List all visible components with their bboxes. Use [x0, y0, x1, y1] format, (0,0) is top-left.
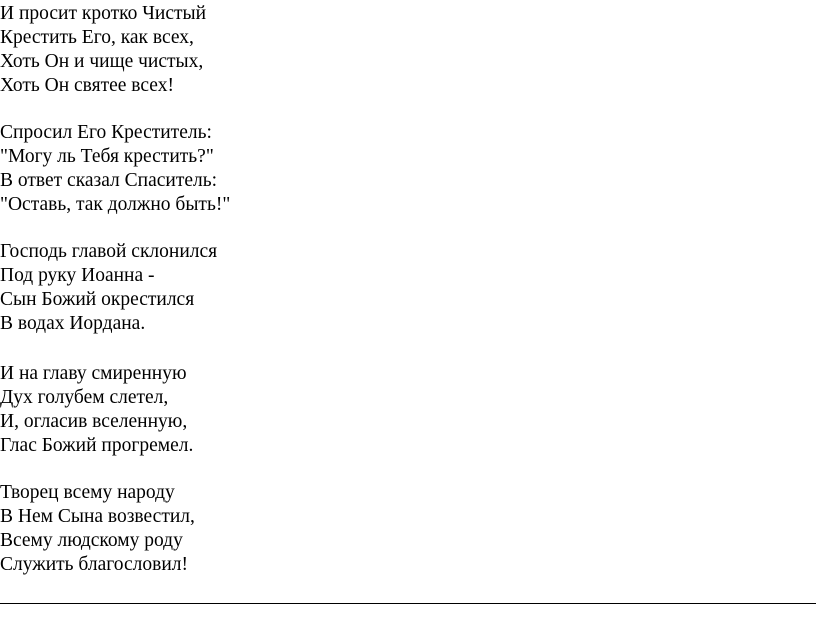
stanza-3: [0, 240, 217, 336]
poem-line: В Нем Сына возвестил,: [0, 506, 195, 527]
poem-line: И, огласив вселенную,: [0, 411, 188, 432]
poem-line: В водах Иордана.: [0, 313, 146, 334]
poem-line: Глас Божий прогремел.: [0, 435, 194, 456]
poem-line: Дух голубем слетел,: [0, 387, 169, 408]
poem-line: Сын Божий окрестился: [0, 289, 195, 310]
poem-line: Спросил Его Креститель:: [0, 122, 212, 143]
stanza-2: [0, 121, 230, 217]
stanza-5: [0, 481, 195, 577]
poem-line: Крестить Его, как всех,: [0, 27, 194, 48]
poem-line: И просит кротко Чистый: [0, 3, 207, 24]
poem-line: Хоть Он святее всех!: [0, 75, 174, 96]
poem-line: "Могу ль Тебя крестить?": [0, 146, 214, 167]
poem-line: В ответ сказал Спаситель:: [0, 170, 218, 191]
poem-line: И на главу смиренную: [0, 363, 187, 384]
poem-line: Хоть Он и чище чистых,: [0, 51, 204, 72]
poem-line: Творец всему народу: [0, 482, 175, 503]
poem-line: Под руку Иоанна -: [0, 265, 155, 286]
poem-line: Всему людскому роду: [0, 530, 183, 551]
horizontal-divider: [0, 603, 816, 604]
poem-line: Служить благословил!: [0, 554, 189, 575]
stanza-1: [0, 2, 206, 98]
poem-line: "Оставь, так должно быть!": [0, 194, 231, 215]
poem-line: Господь главой склонился: [0, 241, 218, 262]
stanza-4: [0, 362, 193, 458]
